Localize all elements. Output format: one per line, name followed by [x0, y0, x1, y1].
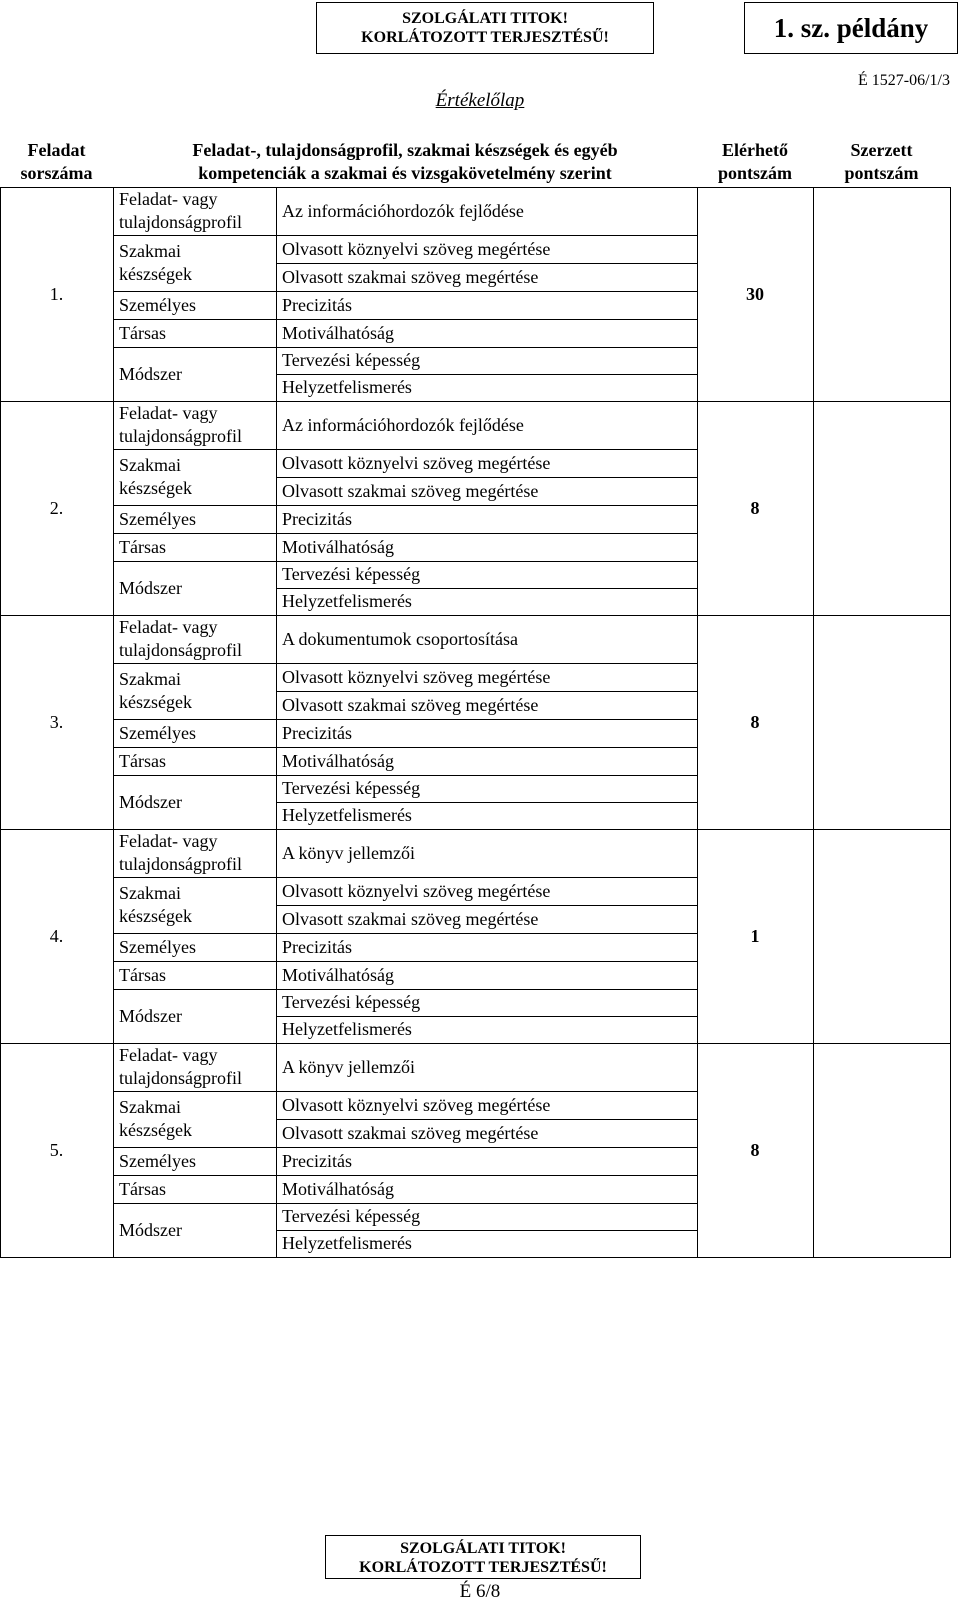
earned-points-empty	[813, 187, 950, 401]
header-competencies	[113, 136, 697, 187]
page-title: Értékelőlap	[435, 90, 525, 111]
method-label: Módszer	[119, 363, 182, 384]
method-value: Tervezési képesség	[282, 778, 421, 798]
skills-label	[113, 449, 276, 505]
personal-label: Személyes	[119, 936, 196, 957]
skills-label-line: készségek	[119, 692, 192, 712]
method-label: Módszer	[119, 791, 182, 812]
classification-box-top	[316, 2, 654, 54]
earned-points-empty	[813, 829, 950, 1043]
table-rule	[113, 347, 697, 348]
social-label: Társas	[119, 536, 166, 557]
table-rule	[0, 401, 950, 402]
task-number: 4.	[49, 925, 64, 946]
header-competencies-line: Feladat-, tulajdonságprofil, szakmai készségek és egyéb	[192, 139, 618, 160]
profile-value: A könyv jellemzői	[282, 842, 415, 863]
header-earned-points	[813, 136, 950, 187]
document-reference: É 1527-06/1/3	[858, 72, 950, 89]
classification-line1: SZOLGÁLATI TITOK!	[402, 10, 568, 27]
profile-value: A könyv jellemzői	[282, 1056, 415, 1077]
skill-value: Olvasott szakmai szöveg megértése	[282, 266, 539, 287]
header-task-number-line: Feladat	[27, 139, 86, 160]
table-rule	[0, 1257, 951, 1258]
personal-label: Személyes	[119, 1150, 196, 1171]
skills-label	[113, 1091, 276, 1147]
skills-label-line: készségek	[119, 478, 192, 498]
header-max-points-line: pontszám	[717, 162, 792, 183]
method-value: Tervezési képesség	[282, 992, 421, 1012]
skills-label-line: Szakmai	[119, 241, 181, 261]
personal-value: Precizitás	[282, 294, 352, 315]
table-rule	[113, 1147, 697, 1148]
classification-line2-bottom: KORLÁTOZOTT TERJESZTÉSŰ!	[359, 1559, 607, 1576]
table-rule	[276, 905, 697, 906]
method-value: Tervezési képesség	[282, 564, 421, 584]
personal-value: Precizitás	[282, 722, 352, 743]
max-points: 30	[746, 283, 764, 304]
classification-box-bottom	[325, 1535, 641, 1579]
profile-label-line: Feladat- vagy	[119, 189, 218, 209]
social-value: Motiválhatóság	[282, 1178, 394, 1199]
table-rule	[113, 663, 697, 664]
table-rule	[113, 961, 697, 962]
personal-label: Személyes	[119, 294, 196, 315]
table-rule	[0, 615, 950, 616]
table-rule	[276, 691, 697, 692]
profile-label	[113, 615, 276, 663]
table-rule	[813, 187, 814, 1257]
personal-value: Precizitás	[282, 936, 352, 957]
table-rule	[276, 1119, 697, 1120]
task-number: 1.	[49, 283, 64, 304]
skill-value: Olvasott köznyelvi szöveg megértése	[282, 452, 551, 473]
table-rule	[950, 187, 951, 1258]
header-max-points-line: Elérhető	[722, 139, 788, 160]
profile-label-line: Feladat- vagy	[119, 1045, 218, 1065]
table-rule	[113, 719, 697, 720]
table-rule	[276, 588, 697, 589]
skills-label	[113, 235, 276, 291]
social-value: Motiválhatóság	[282, 750, 394, 771]
method-value: Helyzetfelismerés	[282, 805, 412, 825]
max-points: 8	[750, 497, 760, 518]
social-value: Motiválhatóság	[282, 322, 394, 343]
classification-line1-bottom: SZOLGÁLATI TITOK!	[400, 1540, 566, 1557]
table-rule	[0, 187, 950, 188]
earned-points-empty	[813, 615, 950, 829]
table-rule	[113, 989, 697, 990]
max-points: 1	[750, 925, 760, 946]
social-label: Társas	[119, 750, 166, 771]
method-value: Helyzetfelismerés	[282, 1019, 412, 1039]
table-rule	[276, 263, 697, 264]
profile-label-line: tulajdonságprofil	[119, 1068, 242, 1088]
social-value: Motiválhatóság	[282, 964, 394, 985]
skills-label	[113, 877, 276, 933]
skill-value: Olvasott köznyelvi szöveg megértése	[282, 238, 551, 259]
profile-label	[113, 829, 276, 877]
skills-label-line: készségek	[119, 1120, 192, 1140]
skill-value: Olvasott szakmai szöveg megértése	[282, 480, 539, 501]
method-value: Tervezési képesség	[282, 1206, 421, 1226]
method-label: Módszer	[119, 1005, 182, 1026]
profile-value: Az információhordozók fejlődése	[282, 200, 524, 221]
header-task-number-line: sorszáma	[20, 162, 93, 183]
table-rule	[113, 291, 697, 292]
earned-points-empty	[813, 401, 950, 615]
table-rule	[113, 319, 697, 320]
profile-label	[113, 1043, 276, 1091]
table-rule	[113, 775, 697, 776]
social-value: Motiválhatóság	[282, 536, 394, 557]
social-label: Társas	[119, 964, 166, 985]
profile-label-line: tulajdonságprofil	[119, 640, 242, 660]
table-rule	[113, 533, 697, 534]
method-value: Tervezési képesség	[282, 350, 421, 370]
table-rule	[276, 187, 277, 1257]
profile-label	[113, 187, 276, 235]
classification-line2: KORLÁTOZOTT TERJESZTÉSŰ!	[361, 29, 609, 46]
method-value: Helyzetfelismerés	[282, 377, 412, 397]
table-rule	[113, 187, 114, 1257]
method-label: Módszer	[119, 577, 182, 598]
task-number: 5.	[49, 1139, 64, 1160]
header-task-number	[0, 136, 113, 187]
table-rule	[113, 877, 697, 878]
skills-label-line: Szakmai	[119, 455, 181, 475]
table-rule	[113, 235, 697, 236]
skills-label-line: Szakmai	[119, 1097, 181, 1117]
table-rule	[113, 933, 697, 934]
skill-value: Olvasott köznyelvi szöveg megértése	[282, 1094, 551, 1115]
table-rule	[697, 187, 698, 1257]
skill-value: Olvasott szakmai szöveg megértése	[282, 694, 539, 715]
table-rule	[113, 1175, 697, 1176]
task-number: 3.	[49, 711, 64, 732]
table-rule	[113, 747, 697, 748]
personal-label: Személyes	[119, 508, 196, 529]
header-max-points	[697, 136, 813, 187]
table-rule	[0, 187, 1, 1257]
profile-label-line: tulajdonságprofil	[119, 426, 242, 446]
header-competencies-line: kompetenciák a szakmai és vizsgakövetelmény szerint	[198, 162, 612, 183]
table-rule	[0, 829, 950, 830]
profile-value: Az információhordozók fejlődése	[282, 414, 524, 435]
copy-number-label: 1. sz. példány	[773, 13, 929, 43]
table-rule	[276, 374, 697, 375]
header-earned-points-line: Szerzett	[850, 139, 913, 160]
profile-label-line: Feladat- vagy	[119, 617, 218, 637]
table-rule	[113, 449, 697, 450]
skill-value: Olvasott köznyelvi szöveg megértése	[282, 666, 551, 687]
page-number: É 6/8	[459, 1581, 501, 1602]
method-value: Helyzetfelismerés	[282, 1233, 412, 1253]
max-points: 8	[750, 711, 760, 732]
personal-value: Precizitás	[282, 1150, 352, 1171]
skills-label-line: készségek	[119, 906, 192, 926]
table-rule	[113, 561, 697, 562]
profile-value: A dokumentumok csoportosítása	[282, 628, 518, 649]
table-rule	[276, 477, 697, 478]
max-points: 8	[750, 1139, 760, 1160]
skills-label-line: készségek	[119, 264, 192, 284]
table-rule	[113, 1091, 697, 1092]
method-value: Helyzetfelismerés	[282, 591, 412, 611]
profile-label	[113, 401, 276, 449]
social-label: Társas	[119, 1178, 166, 1199]
skills-label-line: Szakmai	[119, 669, 181, 689]
table-rule	[276, 1016, 697, 1017]
table-rule	[276, 1230, 697, 1231]
profile-label-line: tulajdonságprofil	[119, 212, 242, 232]
table-rule	[276, 802, 697, 803]
task-number: 2.	[49, 497, 64, 518]
table-rule	[113, 505, 697, 506]
skills-label	[113, 663, 276, 719]
method-label: Módszer	[119, 1219, 182, 1240]
profile-label-line: Feladat- vagy	[119, 403, 218, 423]
table-rule	[113, 1203, 697, 1204]
copy-number-box	[744, 2, 958, 54]
earned-points-empty	[813, 1043, 950, 1257]
profile-label-line: tulajdonságprofil	[119, 854, 242, 874]
personal-value: Precizitás	[282, 508, 352, 529]
skill-value: Olvasott köznyelvi szöveg megértése	[282, 880, 551, 901]
skill-value: Olvasott szakmai szöveg megértése	[282, 1122, 539, 1143]
skill-value: Olvasott szakmai szöveg megértése	[282, 908, 539, 929]
profile-label-line: Feladat- vagy	[119, 831, 218, 851]
table-rule	[0, 1043, 950, 1044]
personal-label: Személyes	[119, 722, 196, 743]
skills-label-line: Szakmai	[119, 883, 181, 903]
header-earned-points-line: pontszám	[844, 162, 919, 183]
social-label: Társas	[119, 322, 166, 343]
